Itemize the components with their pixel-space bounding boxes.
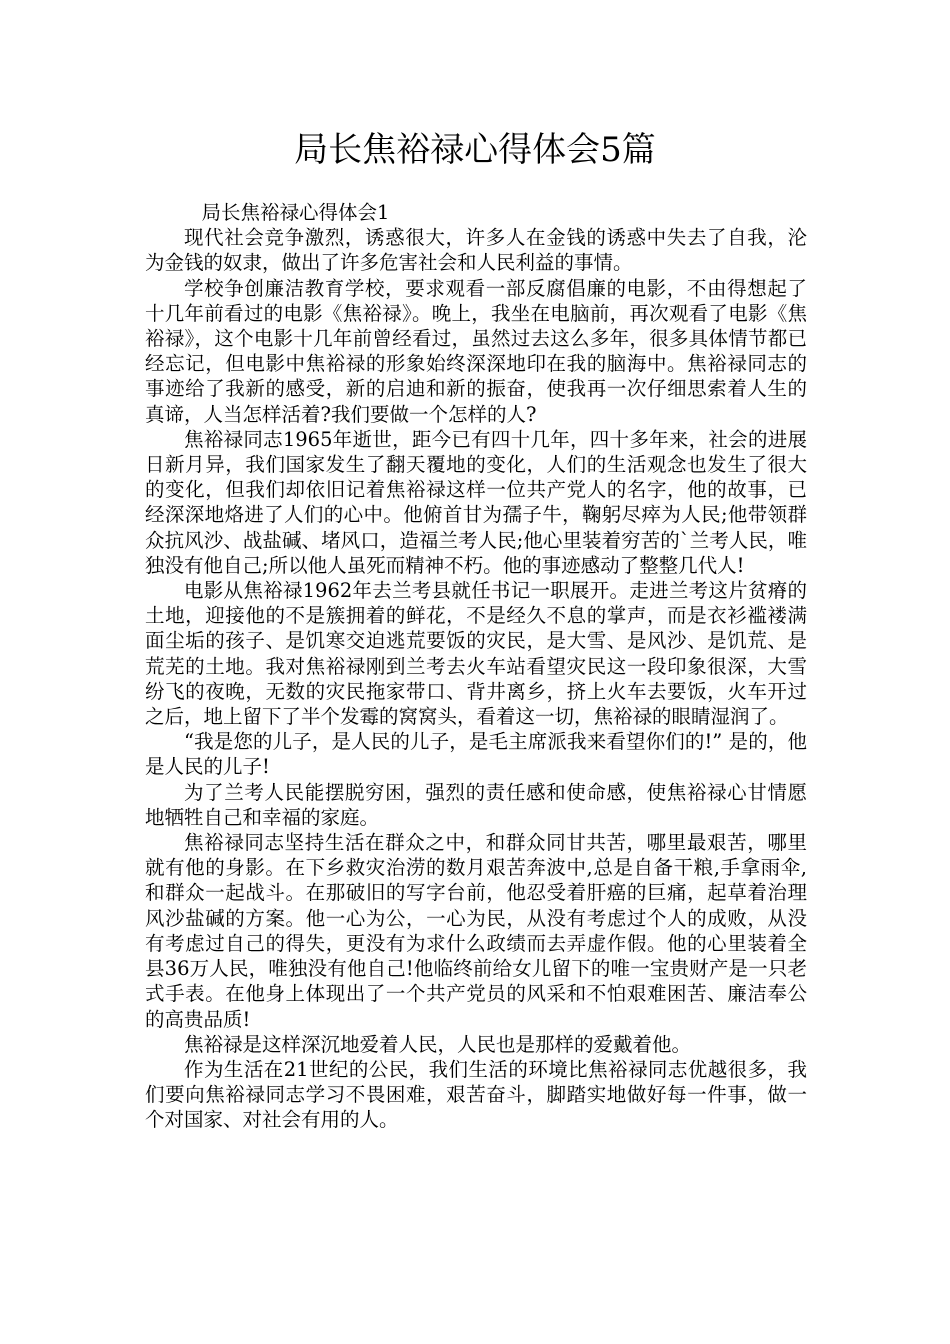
paragraph: 电影从焦裕禄1962年去兰考县就任书记一职展开。走进兰考这片贫瘠的土地，迎接他的不是簇拥着的鲜花，不是经久不息的掌声，而是衣衫褴褛满面尘垢的孩子、是饥寒交迫逃荒要饭的灾民，是大雪、是风沙、是饥荒、是荒芜的土地。我对焦裕禄刚到兰考去火车站看望灾民这一段印象很深，大雪纷飞的夜晚，无数的灾民拖家带口、背井离乡，挤上火车去要饭，火车开过之后，地上留下了半个发霉的窝窝头，看着这一切，焦裕禄的眼睛湿润了。 [145,579,807,729]
paragraph: 现代社会竞争激烈，诱惑很大，许多人在金钱的诱惑中失去了自我，沦为金钱的奴隶，做出了许多危害社会和人民利益的事情。 [145,226,807,275]
paragraph: 焦裕禄同志1965年逝世，距今已有四十几年，四十多年来，社会的进展日新月异，我们国家发生了翻天覆地的变化，人们的生活观念也发生了很大的变化，但我们却依旧记着焦裕禄这样一位共产党人的名字，他的故事，已经深深地烙进了人们的心中。他俯首甘为孺子牛，鞠躬尽瘁为人民;他带领群众抗风沙、战盐碱、堵风口，造福兰考人民;他心里装着穷苦的`兰考人民，唯独没有他自己;所以他人虽死而精神不朽。他的事迹感动了整整几代人! [145,427,807,577]
paragraph: 作为生活在21世纪的公民，我们生活的环境比焦裕禄同志优越很多，我们要向焦裕禄同志学习不畏困难，艰苦奋斗，脚踏实地做好每一件事，做一个对国家、对社会有用的人。 [145,1057,807,1132]
paragraph: 为了兰考人民能摆脱穷困，强烈的责任感和使命感，使焦裕禄心甘情愿地牺牲自己和幸福的家庭。 [145,780,807,829]
document-title: 局长焦裕禄心得体会5篇 [294,130,656,170]
paragraph: 学校争创廉洁教育学校，要求观看一部反腐倡廉的电影，不由得想起了十几年前看过的电影《焦裕禄》。晚上，我坐在电脑前，再次观看了电影《焦裕禄》，这个电影十几年前曾经看过，虽然过去这么多年，很多具体情节都已经忘记，但电影中焦裕禄的形象始终深深地印在我的脑海中。焦裕禄同志的事迹给了我新的感受，新的启迪和新的振奋，使我再一次仔细思索着人生的真谛，人当怎样活着?我们要做一个怎样的人? [145,276,807,426]
paragraph: 焦裕禄是这样深沉地爱着人民，人民也是那样的爱戴着他。 [184,1032,692,1056]
paragraph: “我是您的儿子，是人民的儿子，是毛主席派我来看望你们的!” 是的，他是人民的儿子! [145,730,807,779]
section-heading: 局长焦裕禄心得体会1 [201,201,390,224]
document-body [145,200,807,1133]
paragraph: 焦裕禄同志坚持生活在群众之中，和群众同甘共苦，哪里最艰苦，哪里就有他的身影。在下乡救灾治涝的数月艰苦奔波中,总是自备干粮,手拿雨伞,和群众一起战斗。在那破旧的写字台前，他忍受着肝癌的巨痛，起草着治理风沙盐碱的方案。他一心为公，一心为民，从没有考虑过个人的成败，从没有考虑过自己的得失，更没有为求什么政绩而去弄虚作假。他的心里装着全县36万人民，唯独没有他自己!他临终前给女儿留下的唯一宝贵财产是一只老式手表。在他身上体现出了一个共产党员的风采和不怕艰难困苦、廉洁奉公的高贵品质! [145,831,807,1031]
